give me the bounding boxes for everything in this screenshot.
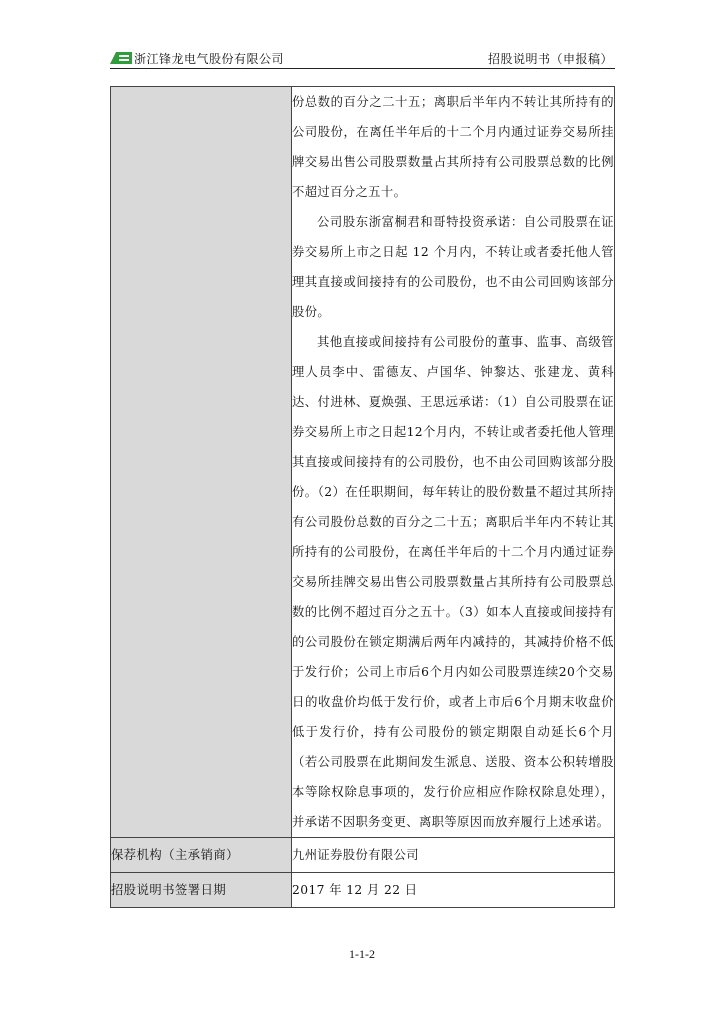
document-type: 招股说明书（申报稿） [487, 52, 613, 66]
commitment-text-cell [292, 87, 615, 838]
paragraph: 公司股东浙富桐君和哥特投资承诺：自公司股票在证券交易所上市之日起 12 个月内，不转让或者委托他人管理其直接或间接持有的公司股份，也不由公司回购该部分股份。 [292, 215, 614, 319]
table-row [111, 87, 615, 838]
info-table [110, 86, 615, 908]
signing-date-value: 2017 年 12 月 22 日 [292, 873, 615, 908]
signing-date-label: 招股说明书签署日期 [111, 873, 292, 908]
table-row [111, 838, 615, 873]
company-logo-icon [110, 52, 132, 64]
sponsor-value: 九州证券股份有限公司 [292, 838, 615, 873]
header-divider [110, 68, 615, 69]
paragraph: 份总数的百分之二十五；离职后半年内不转让其所持有的公司股份，在离任半年后的十二个月内通过证券交易所挂牌交易出售公司股票数量占其所持有公司股票总数的比例不超过百分之五十。 [292, 95, 614, 199]
page-number: 1-1-2 [349, 947, 375, 961]
shaded-label-cell [111, 87, 292, 838]
company-name: 浙江锋龙电气股份有限公司 [134, 52, 285, 66]
paragraph: 其他直接或间接持有公司股份的董事、监事、高级管理人员李中、雷德友、卢国华、钟黎达、张建龙、黄科达、付进林、夏焕强、王思远承诺：（1）自公司股票在证券交易所上市之日起12个月内，不转让或者委托他人管理其直接或间接持有的公司股份，也不由公司回购该部分股份。（2）在任职期间，每年转让的股份数量不超过其所持有公司股份总数的百分之二十五；离职后半年内不转让其所持有的公司股份，在离任半年后的十二个月内通过证券交易所挂牌交易出售公司股票数量占其所持有公司股票总数的比例不超过百分之五十。（3）如本人直接或间接持有的公司股份在锁定期满后两年内减持的，其减持价格不低于发行价；公司上市后6个月内如公司股票连续20个交易日的收盘价均低于发行价，或者上市后6个月期末收盘价低于发行价，持有公司股份的锁定期限自动延长6个月（若公司股票在此期间发生派息、送股、资本公积转增股本等除权除息事项的，发行价应相应作除权除息处理），并承诺不因职务变更、离职等原因而放弃履行上述承诺。 [292, 335, 614, 829]
page-header [110, 50, 615, 68]
table-row [111, 873, 615, 908]
sponsor-label: 保荐机构（主承销商） [111, 838, 292, 873]
